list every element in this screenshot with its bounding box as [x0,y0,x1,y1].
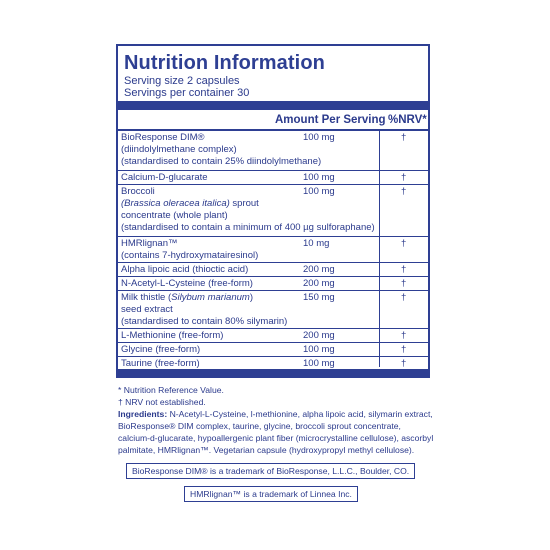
footer-bar [118,369,428,376]
nutrient-name-line: Taurine (free-form) [121,358,200,369]
nutrient-name-line: (Brassica oleracea italica) sprout [121,198,259,209]
nutrient-row [118,329,428,343]
dagger-note: † NRV not established. [118,397,206,407]
nutrient-nrv: † [401,330,407,341]
nutrient-name-line: Milk thistle (Silybum marianum) [121,292,253,303]
ingredients-line-2: BioResponse® DIM complex, taurine, glycine, broccoli sprout concentrate, [118,421,401,431]
nutrient-name-line: concentrate (whole plant) [121,210,228,221]
nutrient-amount: 100 mg [303,186,335,197]
nutrient-name [121,278,253,290]
nutrient-name-line: seed extract [121,304,173,315]
nutrient-nrv: † [401,132,407,143]
nutrient-name-line: Glycine (free-form) [121,344,201,355]
nutrient-name-line: HMRlignan™ [121,238,178,249]
nutrient-amount: 150 mg [303,292,335,303]
nutrient-name [121,330,223,342]
column-nrv-header: %NRV* [388,114,427,126]
nutrient-row [118,237,428,263]
nutrient-name-line: (standardised to contain 80% silymarin) [121,316,288,327]
nutrient-name [121,132,321,168]
nutrient-row [118,185,428,237]
header-bar [118,101,428,110]
trademark-dim: BioResponse DIM® is a trademark of BioResponse, L.L.C., Boulder, CO. [126,463,415,479]
nutrient-amount: 200 mg [303,264,335,275]
nutrient-nrv: † [401,278,407,289]
nutrient-nrv: † [401,264,407,275]
nutrient-amount: 100 mg [303,172,335,183]
nutrient-name-line: (standardised to contain a minimum of 400 µg sulforaphane) [121,222,375,233]
nutrient-row [118,277,428,291]
nutrient-name-line: L-Methionine (free-form) [121,330,224,341]
servings-per-container: Servings per container 30 [124,87,250,99]
trademark-hmr: HMRlignan™ is a trademark of Linnea Inc. [184,486,358,502]
nutrient-name [121,264,248,276]
ingredients-text-1: N-Acetyl-L-Cysteine, l-methionine, alpha lipoic acid, silymarin extract, [167,409,433,419]
ingredients-label: Ingredients: [118,409,168,419]
nutrition-panel [116,44,430,378]
nutrient-name-line: Broccoli [121,186,155,197]
nutrient-amount: 100 mg [303,358,335,369]
nutrient-row [118,171,428,185]
nutrient-row [118,343,428,357]
nutrient-name-line: Calcium-D-glucarate [121,172,208,183]
serving-size: Serving size 2 capsules [124,75,240,87]
nutrient-nrv: † [401,186,407,197]
nutrient-row [118,291,428,329]
nrv-note: * Nutrition Reference Value. [118,385,224,395]
column-amount-header: Amount Per Serving [275,114,386,126]
nutrient-nrv: † [401,172,407,183]
nutrient-amount: 100 mg [303,132,335,143]
nutrient-amount: 100 mg [303,344,335,355]
ingredients-line-1 [118,408,433,420]
nutrient-name-line: (diindolylmethane complex) [121,144,237,155]
nutrient-nrv: † [401,344,407,355]
nutrient-table [118,131,428,371]
ingredients-line-3: calcium-d-glucarate, hypoallergenic plant fiber (microcrystalline cellulose), ascorbyl [118,433,434,443]
nutrient-name-line: N-Acetyl-L-Cysteine (free-form) [121,278,253,289]
nutrient-row [118,263,428,277]
nutrient-nrv: † [401,358,407,369]
nutrient-nrv: † [401,238,407,249]
panel-title: Nutrition Information [124,52,325,74]
nutrient-name-line: (standardised to contain 25% diindolylmethane) [121,156,322,167]
nutrient-name [121,238,258,262]
nutrient-name-line: Alpha lipoic acid (thioctic acid) [121,264,249,275]
nutrient-name [121,344,200,356]
nutrient-nrv: † [401,292,407,303]
nutrient-amount: 10 mg [303,238,330,249]
nutrient-amount: 200 mg [303,278,335,289]
nutrient-name-line: (contains 7-hydroxymatairesinol) [121,250,259,261]
nutrient-row [118,131,428,171]
nutrient-name-line: BioResponse DIM® [121,132,205,143]
nutrient-amount: 200 mg [303,330,335,341]
ingredients-line-4: palmitate, HMRlignan™. Vegetarian capsule (hydroxypropyl methyl cellulose). [118,445,415,455]
nutrient-name [121,292,287,328]
nutrient-name [121,172,208,184]
